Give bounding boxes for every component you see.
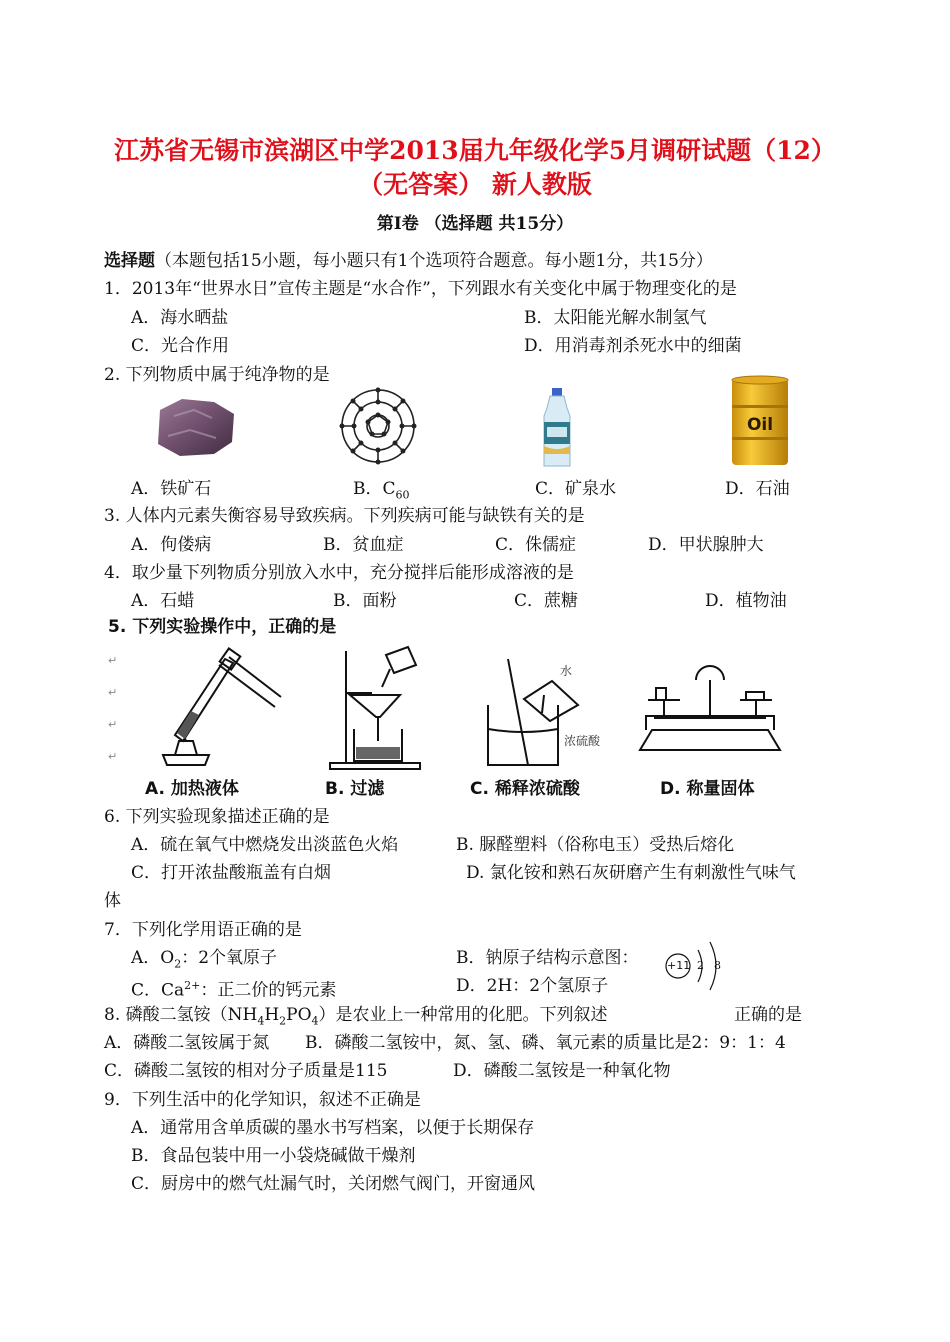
q4-option-a: A．石蜡 xyxy=(131,591,195,611)
q9-stem: 9．下列生活中的化学知识，叙述不正确是 xyxy=(104,1090,421,1110)
shell1-electrons: 2 xyxy=(697,959,704,972)
q1-option-d: D．用消毒剂杀死水中的细菌 xyxy=(524,336,742,356)
q3-option-a: A．佝偻病 xyxy=(131,535,212,555)
q8-stem-mid2: PO xyxy=(286,1005,312,1025)
c60-fullerene-image xyxy=(336,384,420,468)
q7-option-a xyxy=(131,947,277,975)
q2-stem: 2. 下列物质中属于纯净物的是 xyxy=(104,365,330,385)
q6-option-c: C．打开浓盐酸瓶盖有白烟 xyxy=(131,863,332,883)
document-title-line2: （无答案） 新人教版 xyxy=(358,170,592,199)
q7-stem: 7．下列化学用语正确的是 xyxy=(104,920,302,940)
q8-option-a: A．磷酸二氢铵属于氮 xyxy=(104,1033,270,1053)
q8-option-d: D．磷酸二氢铵是一种氧化物 xyxy=(453,1061,671,1081)
q3-option-c: C．侏儒症 xyxy=(495,535,577,555)
q1-option-b: B．太阳能光解水制氢气 xyxy=(524,308,707,328)
q6-option-b: B. 脲醛塑料（俗称电玉）受热后熔化 xyxy=(456,835,735,855)
document-title-line1: 江苏省无锡市滨湖区中学2013届九年级化学5月调研试题（12） xyxy=(114,136,836,165)
q3-option-d: D．甲状腺肿大 xyxy=(648,535,764,555)
q4-option-c: C．蔗糖 xyxy=(514,591,579,611)
q3-option-b: B．贫血症 xyxy=(323,535,404,555)
q5-stem: 5. 下列实验操作中，正确的是 xyxy=(108,617,337,637)
q6-option-a: A．硫在氧气中燃烧发出淡蓝色火焰 xyxy=(131,835,399,855)
water-label: 水 xyxy=(560,664,573,678)
q7-option-b: B．钠原子结构示意图： xyxy=(456,948,639,968)
q7-c-pre: C．Ca xyxy=(131,980,185,1001)
q3-stem: 3. 人体内元素失衡容易导致疾病。下列疾病可能与缺铁有关的是 xyxy=(104,506,585,526)
nucleus-charge: +11 xyxy=(667,959,691,972)
mineral-water-bottle-image xyxy=(537,386,577,470)
intro-rest: （本题包括15小题，每小题只有1个选项符合题意。每小题1分，共15分） xyxy=(155,251,713,271)
q8-sub3: 4 xyxy=(311,1014,319,1028)
filtration-apparatus xyxy=(320,645,430,775)
q7-option-d: D．2H：2个氢原子 xyxy=(456,976,609,996)
q2-option-c: C．矿泉水 xyxy=(535,479,617,499)
q8-sub2: 2 xyxy=(279,1014,287,1028)
sodium-atom-diagram xyxy=(664,936,724,996)
q8-stem-post: ）是农业上一种常用的化肥。下列叙述 xyxy=(318,1005,608,1025)
diluting-acid-apparatus xyxy=(468,645,608,775)
q8-stem-mid1: H xyxy=(264,1005,280,1025)
q5-option-d: D. 称量固体 xyxy=(660,779,755,799)
q7-a-post: ：2个氧原子 xyxy=(181,948,278,968)
oil-drum-image xyxy=(730,375,790,469)
q9-option-c: C．厨房中的燃气灶漏气时，关闭燃气阀门，开窗通风 xyxy=(131,1174,536,1194)
q5-option-a: A. 加热液体 xyxy=(145,779,239,799)
heating-liquid-apparatus xyxy=(145,645,285,775)
q8-option-c: C．磷酸二氢铵的相对分子质量是115 xyxy=(104,1061,388,1081)
q2-option-b-text: B．C xyxy=(353,479,396,499)
oil-drum-label: Oil xyxy=(746,415,774,435)
q6-option-d-continued: 体 xyxy=(104,891,121,911)
intro-bold: 选择题 xyxy=(104,251,155,271)
q5-option-c: C. 稀释浓硫酸 xyxy=(470,779,580,799)
q4-option-b: B．面粉 xyxy=(333,591,397,611)
q7-c-sup: 2+ xyxy=(184,979,201,992)
q2-option-a: A．铁矿石 xyxy=(131,479,212,499)
q7-a-pre: A．O xyxy=(131,948,175,968)
q2-option-d: D．石油 xyxy=(725,479,790,499)
q2-option-b xyxy=(353,478,410,506)
q7-a-sub: 2 xyxy=(174,957,182,971)
q1-option-a: A．海水晒盐 xyxy=(131,308,229,328)
q1-stem: 1．2013年“世界水日”宣传主题是“水合作”，下列跟水有关变化中属于物理变化的是 xyxy=(104,279,737,299)
balance-apparatus xyxy=(630,660,790,760)
acid-label: 浓硫酸 xyxy=(564,734,601,748)
q9-option-b: B．食品包装中用一小袋烧碱做干燥剂 xyxy=(131,1146,416,1166)
q4-option-d: D．植物油 xyxy=(705,591,787,611)
q1-option-c: C．光合作用 xyxy=(131,336,230,356)
q7-c-post: ：正二价的钙元素 xyxy=(200,980,337,1001)
q8-sub1: 4 xyxy=(257,1014,265,1028)
intro-line xyxy=(104,250,713,272)
paragraph-mark-icon: ↵ xyxy=(108,750,118,763)
paragraph-mark-icon: ↵ xyxy=(108,718,118,731)
q5-option-b: B. 过滤 xyxy=(325,779,385,799)
shell2-electrons: 8 xyxy=(714,959,721,972)
paragraph-mark-icon: ↵ xyxy=(108,654,118,667)
q9-option-a: A．通常用含单质碳的墨水书写档案，以便于长期保存 xyxy=(131,1118,535,1138)
iron-ore-image xyxy=(154,396,238,458)
q7-option-c xyxy=(131,975,336,1002)
section-heading: 第Ⅰ卷 （选择题 共15分） xyxy=(376,214,574,234)
q8-stem xyxy=(104,1004,608,1032)
q4-stem: 4．取少量下列物质分别放入水中，充分搅拌后能形成溶液的是 xyxy=(104,563,574,583)
q8-option-b: B．磷酸二氢铵中，氮、氢、磷、氧元素的质量比是2：9：1：4 xyxy=(305,1033,786,1053)
paragraph-mark-icon: ↵ xyxy=(108,686,118,699)
q2-option-b-sub: 60 xyxy=(395,488,410,502)
q8-stem-pre: 8. 磷酸二氢铵（NH xyxy=(104,1005,258,1025)
q6-option-d: D. 氯化铵和熟石灰研磨产生有刺激性气味气 xyxy=(466,863,796,883)
q6-stem: 6. 下列实验现象描述正确的是 xyxy=(104,807,330,827)
q8-stem-end: 正确的是 xyxy=(734,1005,802,1025)
